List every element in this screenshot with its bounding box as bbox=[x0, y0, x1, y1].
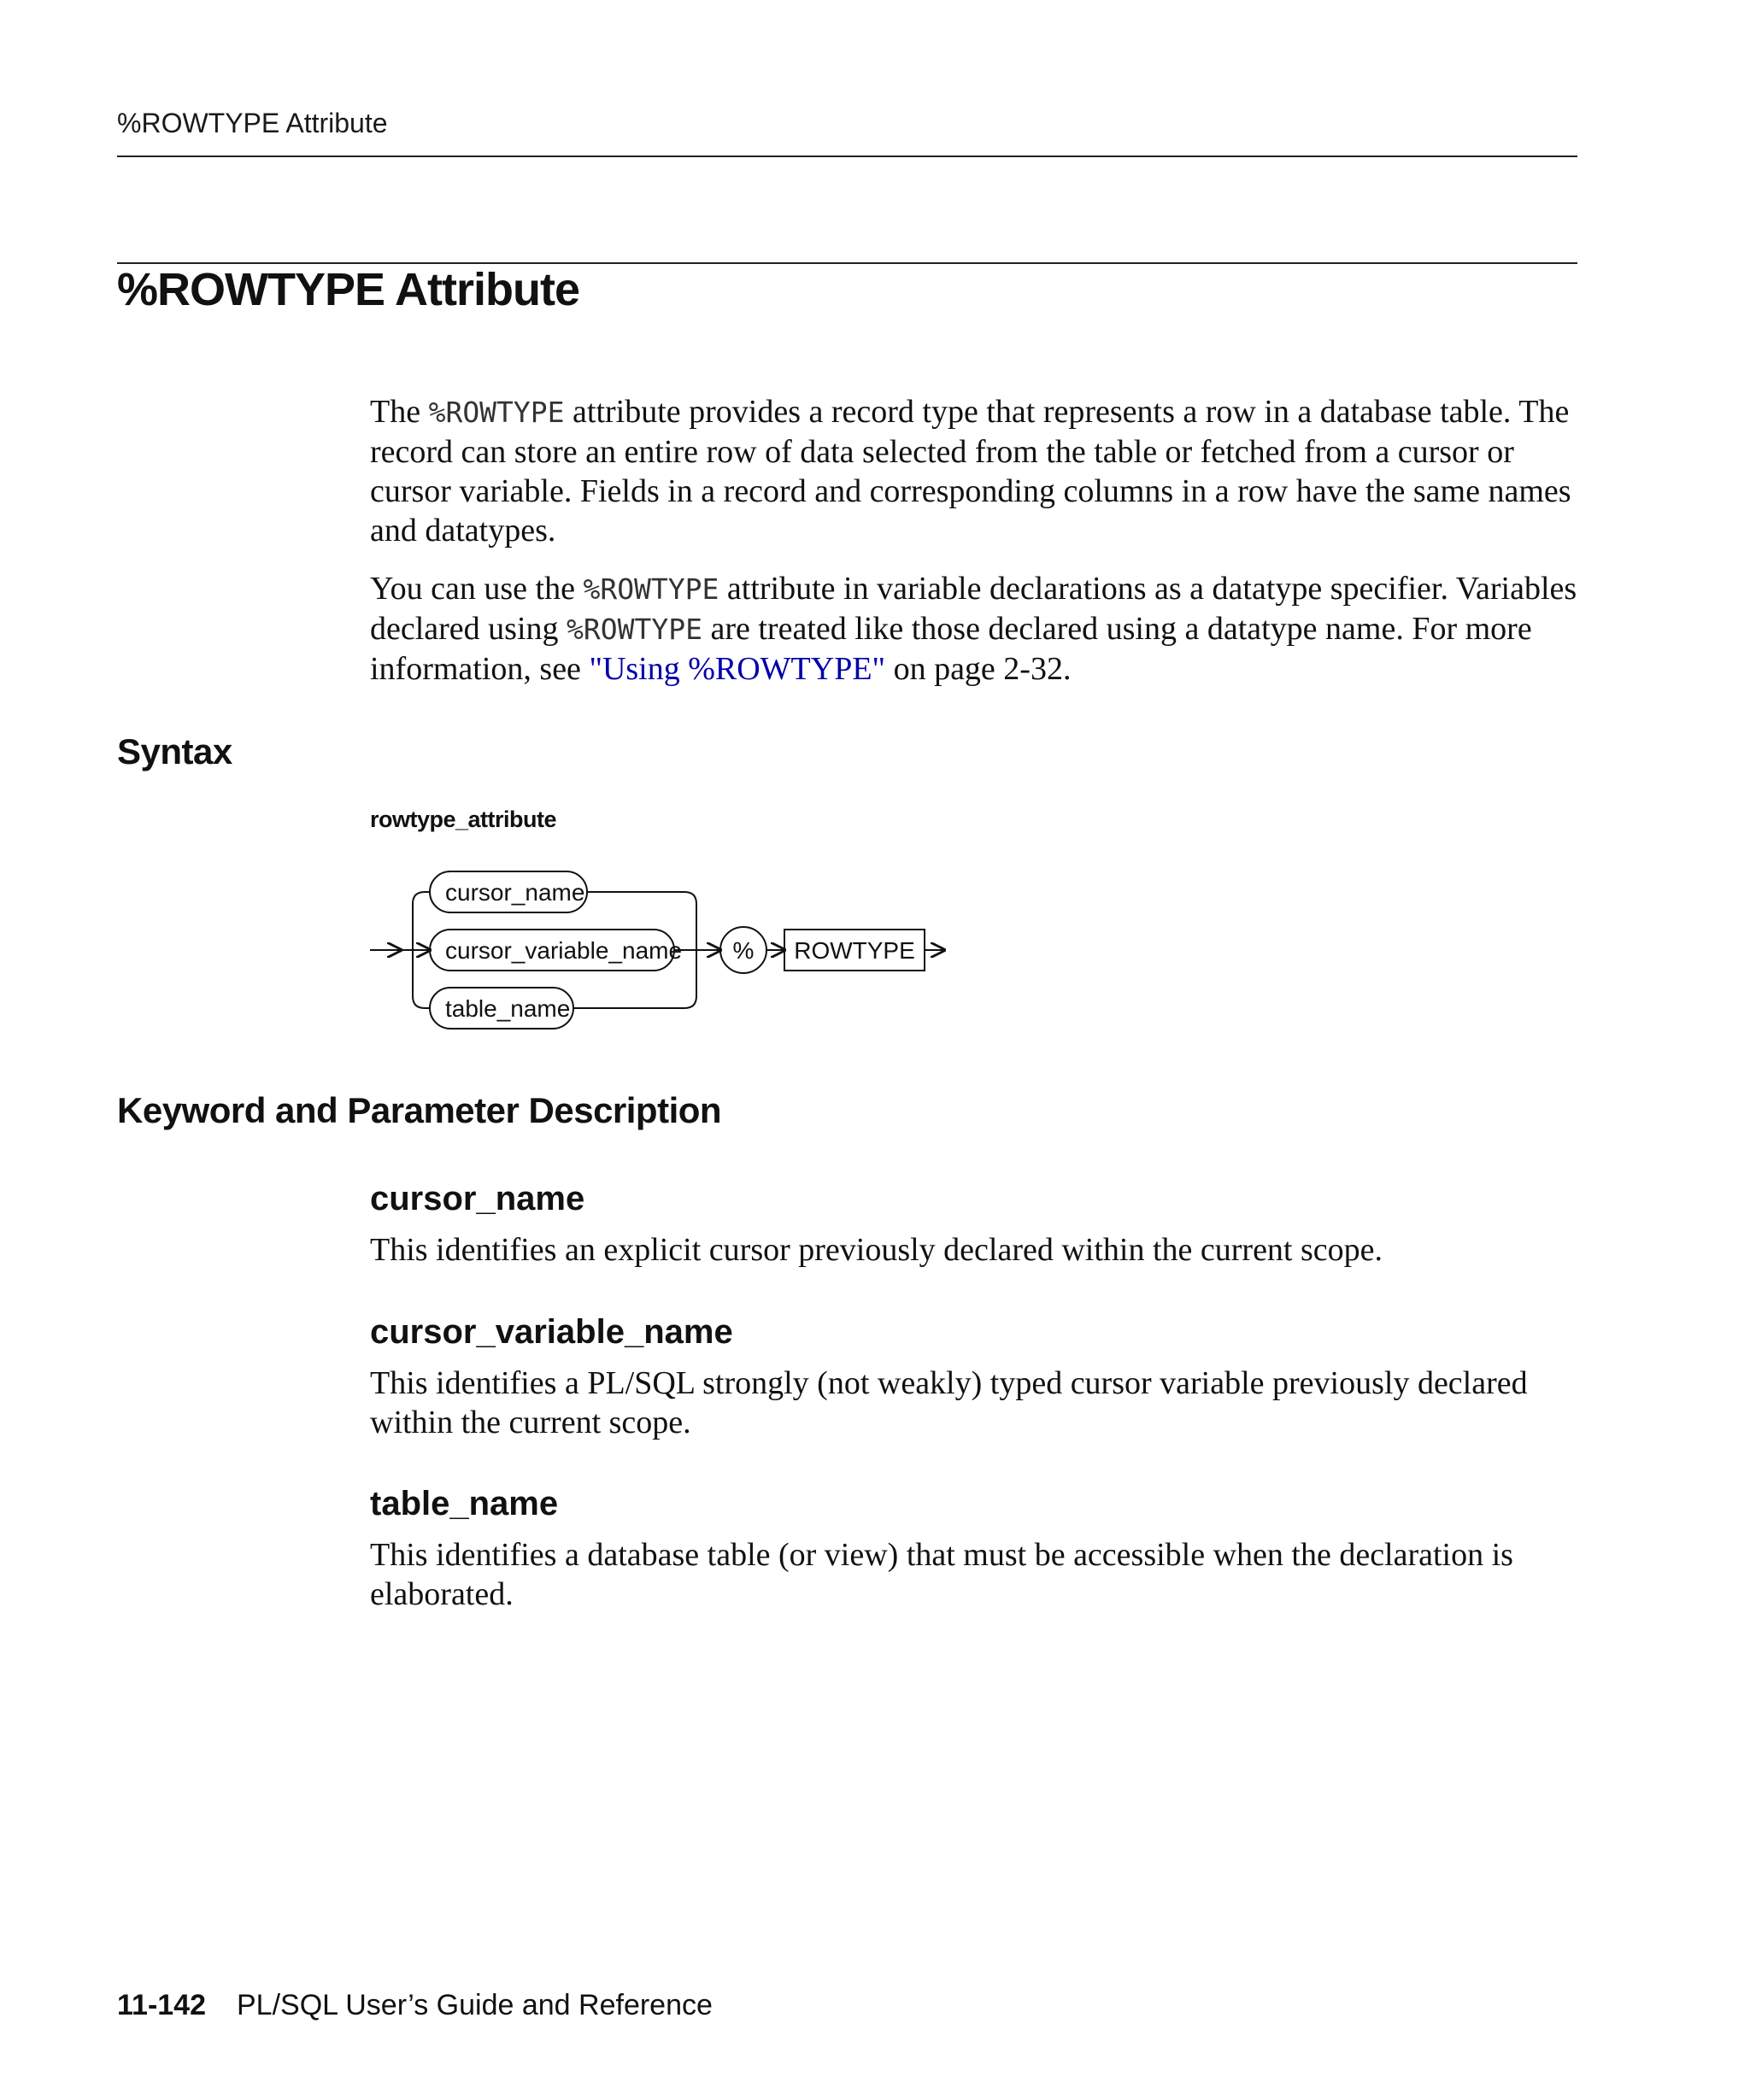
syntax-heading: Syntax bbox=[117, 731, 232, 771]
book-title: PL/SQL User’s Guide and Reference bbox=[237, 1989, 713, 2021]
branch-down-line bbox=[413, 950, 430, 1008]
text-run: are treated like those declared using a datatype name. For more information, see bbox=[370, 611, 1532, 687]
page-number: 11-142 bbox=[117, 1989, 206, 2021]
inline-code: %ROWTYPE bbox=[567, 613, 702, 646]
text-run: attribute in variable declarations as a datatype specifier. Variables declared using bbox=[370, 571, 1577, 647]
param-description: This identifies a database table (or view) that must be accessible when the declaration is elaborated. bbox=[370, 1537, 1513, 1612]
option-label: cursor_name bbox=[445, 879, 585, 906]
intro-paragraph-2 bbox=[370, 569, 1583, 689]
diagram-name: rowtype_attribute bbox=[370, 807, 557, 832]
syntax-diagram bbox=[363, 854, 961, 1051]
param-name: cursor_variable_name bbox=[370, 1313, 733, 1351]
param-name: table_name bbox=[370, 1485, 559, 1522]
page-title: %ROWTYPE Attribute bbox=[117, 264, 579, 315]
keyword-label: ROWTYPE bbox=[794, 937, 915, 964]
inline-code: %ROWTYPE bbox=[428, 396, 565, 429]
param-name: cursor_name bbox=[370, 1180, 585, 1217]
text-run: on page 2-32. bbox=[885, 651, 1072, 687]
keyword-description-heading: Keyword and Parameter Description bbox=[117, 1090, 722, 1130]
header-rule bbox=[117, 155, 1577, 157]
text-run: You can use the bbox=[370, 571, 584, 607]
running-header: %ROWTYPE Attribute bbox=[117, 108, 388, 138]
text-run: attribute provides a record type that represents a row in a database table. The record can store an entire row of data selected from the table or fetched from a cursor or cursor variable. Fields in a record and corresponding columns in a row have the same names and datatypes. bbox=[370, 394, 1571, 548]
using-rowtype-link[interactable]: "Using %ROWTYPE" bbox=[589, 651, 886, 687]
percent-label: % bbox=[732, 937, 755, 964]
option-label: cursor_variable_name bbox=[445, 937, 683, 964]
intro-paragraph-1 bbox=[370, 392, 1583, 550]
branch-up-line bbox=[401, 892, 430, 950]
param-description: This identifies an explicit cursor previously declared within the current scope. bbox=[370, 1232, 1383, 1268]
option-label: table_name bbox=[445, 995, 571, 1022]
inline-code: %ROWTYPE bbox=[583, 572, 719, 606]
text-run: The bbox=[370, 394, 429, 430]
param-description: This identifies a PL/SQL strongly (not weakly) typed cursor variable previously declared within the current scope. bbox=[370, 1365, 1528, 1440]
